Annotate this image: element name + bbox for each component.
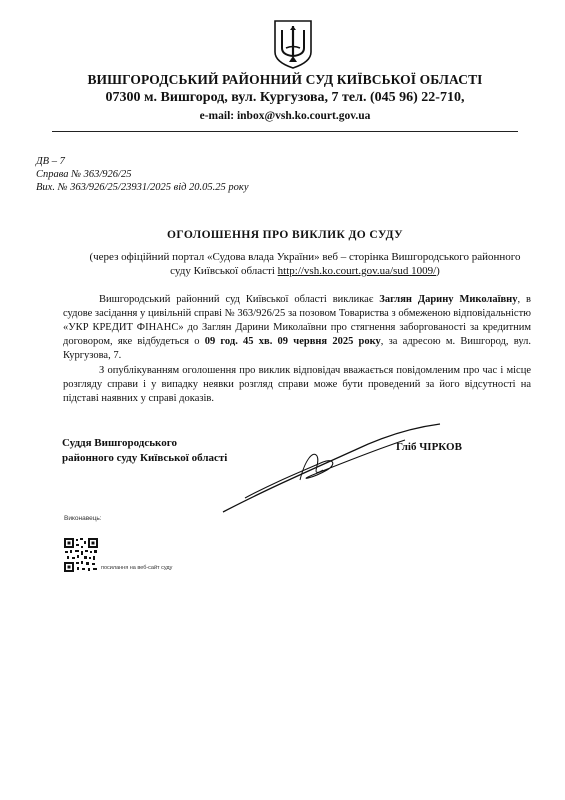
judge-title-line-1: Суддя Вишгородського xyxy=(62,437,177,449)
form-code: ДВ – 7 xyxy=(36,156,65,167)
outgoing-number: Вих. № 363/926/25/23931/2025 від 20.05.25 року xyxy=(36,182,249,193)
judge-title xyxy=(62,436,227,466)
qr-caption: посилання на веб-сайт суду xyxy=(101,565,173,571)
header-divider xyxy=(52,131,518,132)
summons-text-3: , за адресою м. Вишгород, вул. Кургузова, 7. xyxy=(63,336,531,361)
hearing-datetime: 09 год. 45 хв. 09 червня 2025 року xyxy=(204,336,381,347)
publication-note xyxy=(80,250,530,278)
court-email: e-mail: inbox@vsh.ko.court.gov.ua xyxy=(199,110,371,122)
document-title: ОГОЛОШЕННЯ ПРО ВИКЛИК ДО СУДУ xyxy=(167,229,403,241)
handwritten-signature xyxy=(205,420,445,520)
publication-note-text: (через офіційний портал «Судова влада України» веб – сторінка Вишгородського районного суду Київської області xyxy=(89,251,521,277)
defendant-name: Заглян Дарину Миколаївну xyxy=(379,294,518,305)
qr-code-icon[interactable] xyxy=(63,537,99,573)
court-name: ВИШГОРОДСЬКИЙ РАЙОННИЙ СУД КИЇВСЬКОЇ ОБЛАСТІ xyxy=(87,72,483,87)
judge-title-line-2: районного суду Київської області xyxy=(62,452,228,464)
executor-label: Виконавець: xyxy=(64,515,102,522)
coat-of-arms-icon xyxy=(272,18,314,70)
summons-text-2: , в судове засідання у цивільній справі № 363/926/25 за позовом Товариства з обмеженою відповідальністю «УКР КРЕДИТ ФІНАНС» до Заглян Дарини Миколаївни про стягнення заборгованості за кредитним договором, яке відбудеться о xyxy=(63,294,531,347)
summons-text-1: Вишгородський районний суд Київської області викликає xyxy=(99,294,380,305)
judge-name: Гліб ЧІРКОВ xyxy=(396,441,462,453)
summons-paragraph xyxy=(63,293,531,363)
publication-note-close: ) xyxy=(436,265,440,277)
case-number: Справа № 363/926/25 xyxy=(36,169,132,180)
notice-paragraph: З опублікуванням оголошення про виклик відповідач вважається повідомленим про час і місце розгляду справи і у випадку неявки розгляд справи може бути проведений за його відсутності на підставі наявних у справі доказів. xyxy=(63,365,531,404)
court-website-link[interactable]: http://vsh.ko.court.gov.ua/sud 1009/ xyxy=(277,265,437,277)
court-address: 07300 м. Вишгород, вул. Кургузова, 7 тел. (045 96) 22-710, xyxy=(105,90,465,105)
